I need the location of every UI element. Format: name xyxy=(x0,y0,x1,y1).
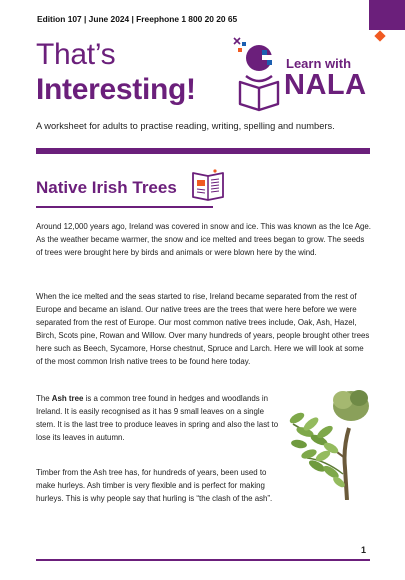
logo-text-learn-with: Learn with xyxy=(286,56,352,71)
footer-divider xyxy=(36,559,370,561)
ash-paragraph-prefix: The xyxy=(36,394,52,403)
title-line-2: Interesting! xyxy=(36,73,196,106)
title-line-1: That’s xyxy=(36,38,116,71)
paragraph-native-trees: When the ice melted and the seas started to rise, Ireland became separated from the rest of Europe and became an island. Our native trees are the trees that were here before we were separated from the rest of Europe. Our most common native trees include, Oak, Ash, Hazel, Birch, Scots pine, Rowan and Willow. Over many hundreds of years, people brought other trees here such as Beech, Sycamore, Horse chestnut, Spruce and Larch. Here we will look at some of the most common Irish native trees to be found here today. xyxy=(36,292,370,366)
ash-tree-term: Ash tree xyxy=(51,394,84,403)
paragraph-ice-age: Around 12,000 years ago, Ireland was covered in snow and ice. This was known as the Ice Age. As the weather became warmer, the snow and ice melted and trees began to grow. The seeds of trees were brought here by birds and animals or were blown here by the wind. xyxy=(36,222,371,257)
ash-paragraph-rest: is a common tree found in hedges and woodlands in Ireland. It is easily recognised as it has 9 small leaves on a single stem. It is the last tree to produce leaves in spring and also the last to lose its leaves in autumn. xyxy=(36,394,279,442)
ash-tree-illustration xyxy=(287,388,373,500)
logo-text-nala: NALA xyxy=(284,69,367,101)
edition-line: Edition 107 | June 2024 | Freephone 1 800 20 20 65 xyxy=(37,14,238,24)
nala-logo xyxy=(232,36,372,112)
header-divider xyxy=(36,148,370,154)
paragraph-ash-tree xyxy=(36,392,280,444)
section-title: Native Irish Trees xyxy=(36,178,177,197)
worksheet-subtitle: A worksheet for adults to practise reading, writing, spelling and numbers. xyxy=(36,121,335,131)
diamond-decoration-icon xyxy=(374,30,385,41)
page-number: 1 xyxy=(361,545,367,555)
paragraph-hurleys: Timber from the Ash tree has, for hundreds of years, been used to make hurleys. Ash timber is very flexible and is perfect for making hurleys. This is why people say that hurling is “the clash of the ash”. xyxy=(36,468,273,503)
nala-logo-icon xyxy=(232,36,292,112)
page-title xyxy=(36,40,196,105)
open-book-icon xyxy=(190,168,226,202)
section-title-underline xyxy=(36,206,213,208)
corner-decoration xyxy=(369,0,405,30)
